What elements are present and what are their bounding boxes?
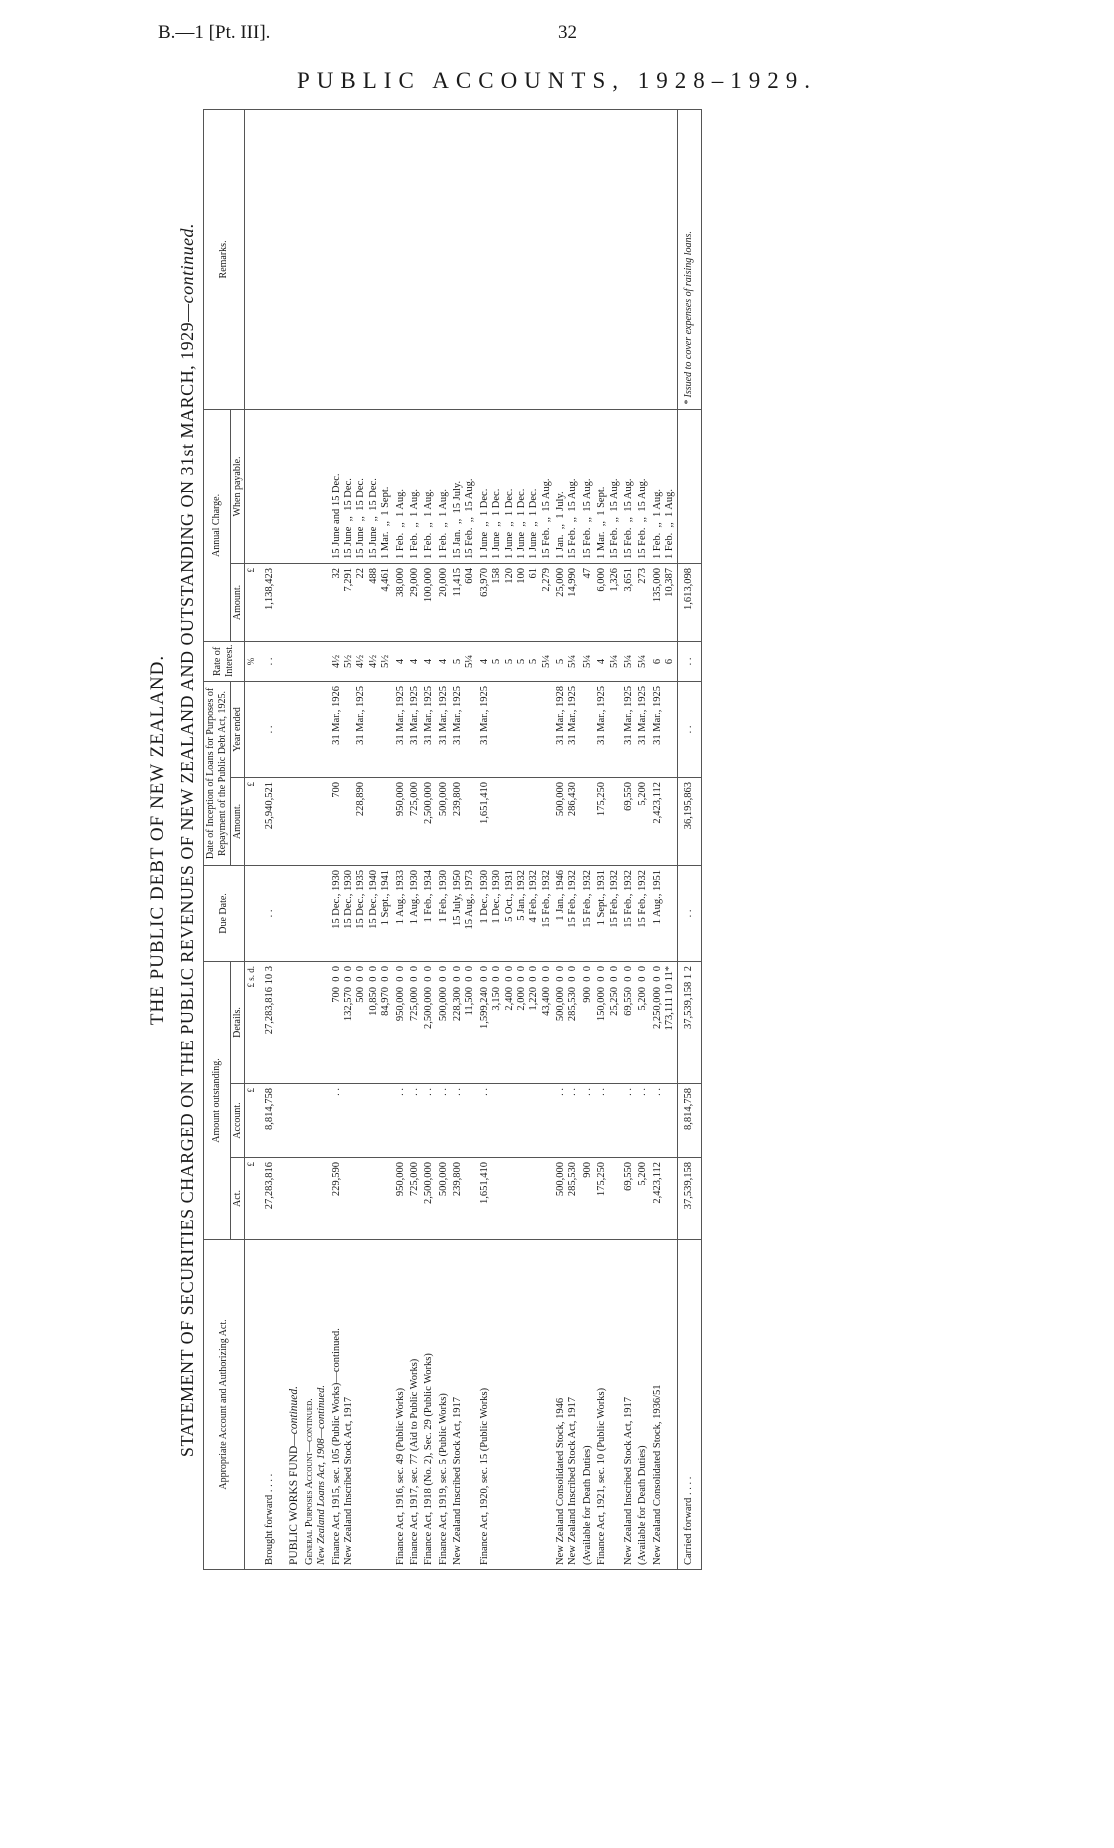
- outstanding-account-cell: . . . .: [554, 1084, 581, 1158]
- inception-year-cell: 31 Mar., 1925: [394, 681, 408, 777]
- due-date-cell: 1 Aug., 1930: [408, 865, 422, 961]
- inception-amount-cell: 500,000: [437, 777, 451, 865]
- col-head-an-when: When payable.: [230, 409, 245, 563]
- page-reference: B.—1 [Pt. III].: [158, 22, 271, 43]
- fund-heading-continued: continued.: [288, 1385, 301, 1435]
- outstanding-act-cell: 500,000 285,530: [554, 1158, 581, 1240]
- inception-year-cell: 31 Mar., 1925: [651, 681, 678, 777]
- inception-year-cell: 31 Mar., 1925: [422, 681, 436, 777]
- remarks-cell: [437, 109, 451, 409]
- when-payable-cell: 1 Mar. ,, 1 Sept. 15 Feb. ,, 15 Aug.: [595, 409, 622, 563]
- remarks-cell: [408, 109, 422, 409]
- remarks-cell: [622, 109, 636, 409]
- when-payable-cell: 15 Feb. ,, 15 Aug.: [636, 409, 650, 563]
- interest-rate-cell: 5¼: [581, 641, 595, 681]
- inception-year-cell: 31 Mar., 1925: [451, 681, 478, 777]
- unit-pound: £: [245, 1084, 258, 1158]
- due-date-cell: 15 Feb., 1932: [581, 865, 595, 961]
- inception-amount-cell: 1,651,410: [478, 777, 554, 865]
- page-number: 32: [558, 22, 577, 43]
- outstanding-details-cell: 900 0 0: [581, 961, 595, 1083]
- carried-forward-row: [678, 109, 701, 1569]
- rotated-table-sheet: [145, 110, 1035, 1570]
- outstanding-act-cell: 175,250: [595, 1158, 622, 1240]
- annual-amount-cell: 273: [636, 563, 650, 641]
- inception-year-cell: 31 Mar., 1928 31 Mar., 1925: [554, 681, 581, 777]
- inception-year-cell: 31 Mar., 1926 31 Mar., 1925: [330, 681, 394, 777]
- cf-inc-year: . .: [678, 681, 701, 777]
- inception-amount-cell: 950,000: [394, 777, 408, 865]
- col-head-inc-amount: Amount.: [230, 777, 245, 865]
- col-head-rate: Rate of Interest.: [204, 641, 245, 681]
- col-head-o-act: Act.: [230, 1158, 245, 1240]
- publication-title: PUBLIC ACCOUNTS, 1928–1929.: [297, 68, 817, 93]
- inception-year-cell: 31 Mar., 1925: [408, 681, 422, 777]
- outstanding-account-cell: . .: [437, 1084, 451, 1158]
- fund-heading-text: PUBLIC WORKS FUND—: [288, 1434, 301, 1565]
- general-purposes-heading: General Purposes Account—continued.: [303, 1398, 315, 1565]
- unit-lsd: £ s. d.: [245, 961, 258, 1083]
- due-date-cell: 15 Feb., 1932: [622, 865, 636, 961]
- outstanding-account-cell: . .: [478, 1084, 554, 1158]
- annual-amount-cell: 100,000: [422, 563, 436, 641]
- outstanding-account-cell: . .: [422, 1084, 436, 1158]
- interest-rate-cell: 4½ 5½ 4½ 4½ 5½: [330, 641, 394, 681]
- due-date-cell: 1 Jan., 1946 15 Feb., 1932: [554, 865, 581, 961]
- cf-act: 37,539,158: [678, 1158, 701, 1240]
- outstanding-details-cell: 950,000 0 0: [394, 961, 408, 1083]
- interest-rate-cell: 6 6: [651, 641, 678, 681]
- annual-amount-cell: 32 7,291 22 488 4,461: [330, 563, 394, 641]
- act-name-cell: Finance Act, 1917, sec. 77 (Aid to Public Works): [408, 1240, 422, 1570]
- inception-amount-cell: 500,000 286,430: [554, 777, 581, 865]
- table-row: [478, 109, 554, 1569]
- unit-pound: £: [245, 1158, 258, 1240]
- inception-year-cell: 31 Mar., 1925: [478, 681, 554, 777]
- inception-year-cell: [581, 681, 595, 777]
- remarks-cell: [636, 109, 650, 409]
- table-row: [408, 109, 422, 1569]
- table-row: [394, 109, 408, 1569]
- annual-amount-cell: 20,000: [437, 563, 451, 641]
- act-name-cell: New Zealand Inscribed Stock Act, 1917: [622, 1240, 636, 1570]
- remarks-cell: [651, 109, 678, 409]
- act-name-cell: Finance Act, 1919, sec. 5 (Public Works): [437, 1240, 451, 1570]
- bf-details: 27,283,816 10 3: [258, 961, 282, 1083]
- annual-amount-cell: 6,000 1,326: [595, 563, 622, 641]
- remarks-cell: [554, 109, 581, 409]
- bf-an-amount: 1,138,423: [258, 563, 282, 641]
- annual-amount-cell: 47: [581, 563, 595, 641]
- fund-heading: [282, 1240, 303, 1570]
- interest-rate-cell: 5¼: [636, 641, 650, 681]
- when-payable-cell: 1 Feb. ,, 1 Aug.: [394, 409, 408, 563]
- act-name-cell: New Zealand Consolidated Stock, 1946 New Zealand Inscribed Stock Act, 1917: [554, 1240, 581, 1570]
- inception-amount-cell: 2,500,000: [422, 777, 436, 865]
- outstanding-account-cell: . .: [330, 1084, 394, 1158]
- outstanding-act-cell: 500,000: [437, 1158, 451, 1240]
- when-payable-cell: 1 June ,, 1 Dec. 1 June ,, 1 Dec. 1 June ,, 1 Dec. 1 June ,, 1 Dec. 1 June ,, 1 Dec. 15 Feb. ,, 15 Aug.: [478, 409, 554, 563]
- unit-pound: £: [245, 777, 258, 865]
- outstanding-act-cell: 950,000: [394, 1158, 408, 1240]
- due-date-cell: 15 Dec., 1930 15 Dec., 1930 15 Dec., 1935 15 Dec., 1940 1 Sept., 1941: [330, 865, 394, 961]
- outstanding-details-cell: 500,000 0 0: [437, 961, 451, 1083]
- outstanding-act-cell: 725,000: [408, 1158, 422, 1240]
- interest-rate-cell: 5¼: [622, 641, 636, 681]
- inception-amount-cell: 69,550: [622, 777, 636, 865]
- table-subtitle-continued: continued.: [177, 222, 197, 304]
- outstanding-act-cell: 1,651,410: [478, 1158, 554, 1240]
- col-head-o-details: Details.: [230, 961, 245, 1083]
- outstanding-account-cell: . .: [408, 1084, 422, 1158]
- remarks-cell: [451, 109, 478, 409]
- section-heading-row: [282, 109, 303, 1569]
- col-head-annual: Annual Charge.: [204, 409, 231, 641]
- outstanding-account-cell: . .: [581, 1084, 595, 1158]
- col-head-due: Due Date.: [204, 865, 245, 961]
- due-date-cell: 1 Aug., 1933: [394, 865, 408, 961]
- remarks-cell: [394, 109, 408, 409]
- table-row: [554, 109, 581, 1569]
- loans-act-heading: New Zealand Loans Act, 1908—continued.: [316, 1384, 328, 1565]
- outstanding-details-cell: 1,599,240 0 0 3,150 0 0 2,400 0 0 2,000 0 0 1,220 0 0 43,400 0 0: [478, 961, 554, 1083]
- col-head-o-account: Account.: [230, 1084, 245, 1158]
- outstanding-act-cell: 229,590: [330, 1158, 394, 1240]
- col-head-outstanding: Amount outstanding.: [204, 961, 231, 1239]
- inception-year-cell: 31 Mar., 1925: [595, 681, 622, 777]
- unit-pound: £: [245, 563, 258, 641]
- outstanding-account-cell: . .: [651, 1084, 678, 1158]
- bf-rate: . .: [258, 641, 282, 681]
- inception-amount-cell: 2,423,112: [651, 777, 678, 865]
- outstanding-details-cell: 2,250,000 0 0 173,111 10 11*: [651, 961, 678, 1083]
- annual-amount-cell: 29,000: [408, 563, 422, 641]
- annual-amount-cell: 3,651: [622, 563, 636, 641]
- bf-due: . .: [258, 865, 282, 961]
- table-row: [422, 109, 436, 1569]
- cf-rate: . .: [678, 641, 701, 681]
- outstanding-details-cell: 69,550 0 0: [622, 961, 636, 1083]
- remarks-cell: [422, 109, 436, 409]
- table-row: [622, 109, 636, 1569]
- interest-rate-cell: 4 5 5 5 5 5¼: [478, 641, 554, 681]
- annual-amount-cell: 38,000: [394, 563, 408, 641]
- interest-rate-cell: 4: [422, 641, 436, 681]
- interest-rate-cell: 4: [437, 641, 451, 681]
- inception-amount-cell: 175,250: [595, 777, 622, 865]
- public-debt-table: [203, 109, 702, 1570]
- due-date-cell: 1 Sept., 1931 15 Feb., 1932: [595, 865, 622, 961]
- remarks-cell: [595, 109, 622, 409]
- when-payable-cell: 1 Feb. ,, 1 Aug.: [422, 409, 436, 563]
- bf-act: 27,283,816: [258, 1158, 282, 1240]
- act-name-cell: Finance Act, 1916, sec. 49 (Public Works): [394, 1240, 408, 1570]
- interest-rate-cell: 4 5¼: [595, 641, 622, 681]
- outstanding-account-cell: . .: [595, 1084, 622, 1158]
- due-date-cell: 1 Feb., 1930: [437, 865, 451, 961]
- remarks-cell: [478, 109, 554, 409]
- outstanding-details-cell: 725,000 0 0: [408, 961, 422, 1083]
- units-row: [245, 109, 258, 1569]
- cf-account: 8,814,758: [678, 1084, 701, 1158]
- cf-inc-amount: 36,195,863: [678, 777, 701, 865]
- table-row: [451, 109, 478, 1569]
- interest-rate-cell: 5 5¼: [451, 641, 478, 681]
- outstanding-act-cell: 239,800: [451, 1158, 478, 1240]
- outstanding-details-cell: 700 0 0 132,570 0 0 500 0 0 10,850 0 0 84,970 0 0: [330, 961, 394, 1083]
- when-payable-cell: 15 Feb. ,, 15 Aug.: [622, 409, 636, 563]
- outstanding-account-cell: . .: [394, 1084, 408, 1158]
- cf-an-amount: 1,613,098: [678, 563, 701, 641]
- act-name-cell: Finance Act, 1920, sec. 15 (Public Works): [478, 1240, 554, 1570]
- act-name-cell: Finance Act, 1918 (No. 2), Sec. 29 (Public Works): [422, 1240, 436, 1570]
- when-payable-cell: 1 Feb. ,, 1 Aug.: [437, 409, 451, 563]
- table-row: [581, 109, 595, 1569]
- bf-inc-amount: 25,940,521: [258, 777, 282, 865]
- outstanding-act-cell: 5,200: [636, 1158, 650, 1240]
- outstanding-details-cell: 5,200 0 0: [636, 961, 650, 1083]
- when-payable-cell: 1 Jan. ,, 1 July. 15 Feb. ,, 15 Aug.: [554, 409, 581, 563]
- outstanding-details-cell: 150,000 0 0 25,250 0 0: [595, 961, 622, 1083]
- inception-amount-cell: 700 228,890: [330, 777, 394, 865]
- outstanding-account-cell: . .: [451, 1084, 478, 1158]
- outstanding-act-cell: 69,550: [622, 1158, 636, 1240]
- col-head-act: Appropriate Account and Authorizing Act.: [204, 1240, 245, 1570]
- annual-amount-cell: 11,415 604: [451, 563, 478, 641]
- outstanding-act-cell: 900: [581, 1158, 595, 1240]
- due-date-cell: 1 Aug., 1951: [651, 865, 678, 961]
- interest-rate-cell: 4: [394, 641, 408, 681]
- bf-inc-year: . .: [258, 681, 282, 777]
- interest-rate-cell: 5 5¼: [554, 641, 581, 681]
- inception-year-cell: 31 Mar., 1925: [622, 681, 636, 777]
- act-name-cell: Finance Act, 1915, sec. 105 (Public Works)—continued. New Zealand Inscribed Stock Act, 1917: [330, 1240, 394, 1570]
- due-date-cell: 15 Feb., 1932: [636, 865, 650, 961]
- annual-amount-cell: 135,000 10,387: [651, 563, 678, 641]
- inception-amount-cell: 5,200: [636, 777, 650, 865]
- due-date-cell: 15 July, 1950 15 Aug., 1973: [451, 865, 478, 961]
- due-date-cell: 1 Feb., 1934: [422, 865, 436, 961]
- footnote-remark: * Issued to cover expenses of raising loans.: [678, 109, 701, 409]
- table-row: [651, 109, 678, 1569]
- outstanding-act-cell: 2,423,112: [651, 1158, 678, 1240]
- annual-amount-cell: 63,970 158 120 100 61 2,279: [478, 563, 554, 641]
- table-row: [595, 109, 622, 1569]
- when-payable-cell: 1 Feb. ,, 1 Aug. 1 Feb. ,, 1 Aug.: [651, 409, 678, 563]
- cf-details: 37,539,158 1 2: [678, 961, 701, 1083]
- table-main-title: THE PUBLIC DEBT OF NEW ZEALAND.: [147, 654, 168, 1026]
- brought-forward-label: Brought forward . . . .: [258, 1240, 282, 1570]
- inception-amount-cell: [581, 777, 595, 865]
- table-subtitle: [177, 110, 198, 1570]
- col-head-inception: Date of Inception of Loans for Purposes of Repayment of the Public Debt Act, 1925.: [204, 681, 231, 865]
- table-row: [437, 109, 451, 1569]
- act-name-cell: Finance Act, 1921, sec. 10 (Public Works): [595, 1240, 622, 1570]
- bf-account: 8,814,758: [258, 1084, 282, 1158]
- inception-amount-cell: 725,000: [408, 777, 422, 865]
- remarks-cell: [330, 109, 394, 409]
- act-name-cell: (Available for Death Duties): [636, 1240, 650, 1570]
- col-head-remarks: Remarks.: [204, 109, 245, 409]
- outstanding-account-cell: . .: [622, 1084, 636, 1158]
- act-name-cell: New Zealand Consolidated Stock, 1936/51: [651, 1240, 678, 1570]
- outstanding-details-cell: 500,000 0 0 285,530 0 0: [554, 961, 581, 1083]
- col-head-an-amount: Amount.: [230, 563, 245, 641]
- brought-forward-row: [258, 109, 282, 1569]
- inception-year-cell: 31 Mar., 1925: [437, 681, 451, 777]
- table-row: [330, 109, 394, 1569]
- remarks-cell: [581, 109, 595, 409]
- when-payable-cell: 15 Jan. ,, 15 July. 15 Feb. ,, 15 Aug.: [451, 409, 478, 563]
- act-name-cell: (Available for Death Duties): [581, 1240, 595, 1570]
- interest-rate-cell: 4: [408, 641, 422, 681]
- when-payable-cell: 15 Feb. ,, 15 Aug.: [581, 409, 595, 563]
- table-subtitle-text: STATEMENT OF SECURITIES CHARGED ON THE PUBLIC REVENUES OF NEW ZEALAND AND OUTSTANDING ON 31st MARCH, 1929—: [177, 303, 197, 1458]
- outstanding-details-cell: 228,300 0 0 11,500 0 0: [451, 961, 478, 1083]
- cf-due: . .: [678, 865, 701, 961]
- annual-amount-cell: 25,000 14,990: [554, 563, 581, 641]
- unit-percent: %: [245, 641, 258, 681]
- when-payable-cell: 1 Feb. ,, 1 Aug.: [408, 409, 422, 563]
- col-head-inc-year: Year ended: [230, 681, 245, 777]
- section-subheading-row: [303, 109, 330, 1569]
- due-date-cell: 1 Dec., 1930 1 Dec., 1930 5 Oct., 1931 5 Jan., 1932 4 Feb., 1932 15 Feb., 1932: [478, 865, 554, 961]
- when-payable-cell: 15 June and 15 Dec. 15 June ,, 15 Dec. 15 June ,, 15 Dec. 15 June ,, 15 Dec. 1 Mar. ,, 1 Sept.: [330, 409, 394, 563]
- inception-year-cell: 31 Mar., 1925: [636, 681, 650, 777]
- inception-amount-cell: 239,800: [451, 777, 478, 865]
- act-name-cell: New Zealand Inscribed Stock Act, 1917: [451, 1240, 478, 1570]
- table-row: [636, 109, 650, 1569]
- outstanding-details-cell: 2,500,000 0 0: [422, 961, 436, 1083]
- carried-forward-label: Carried forward . . . .: [678, 1240, 701, 1570]
- outstanding-act-cell: 2,500,000: [422, 1158, 436, 1240]
- outstanding-account-cell: . .: [636, 1084, 650, 1158]
